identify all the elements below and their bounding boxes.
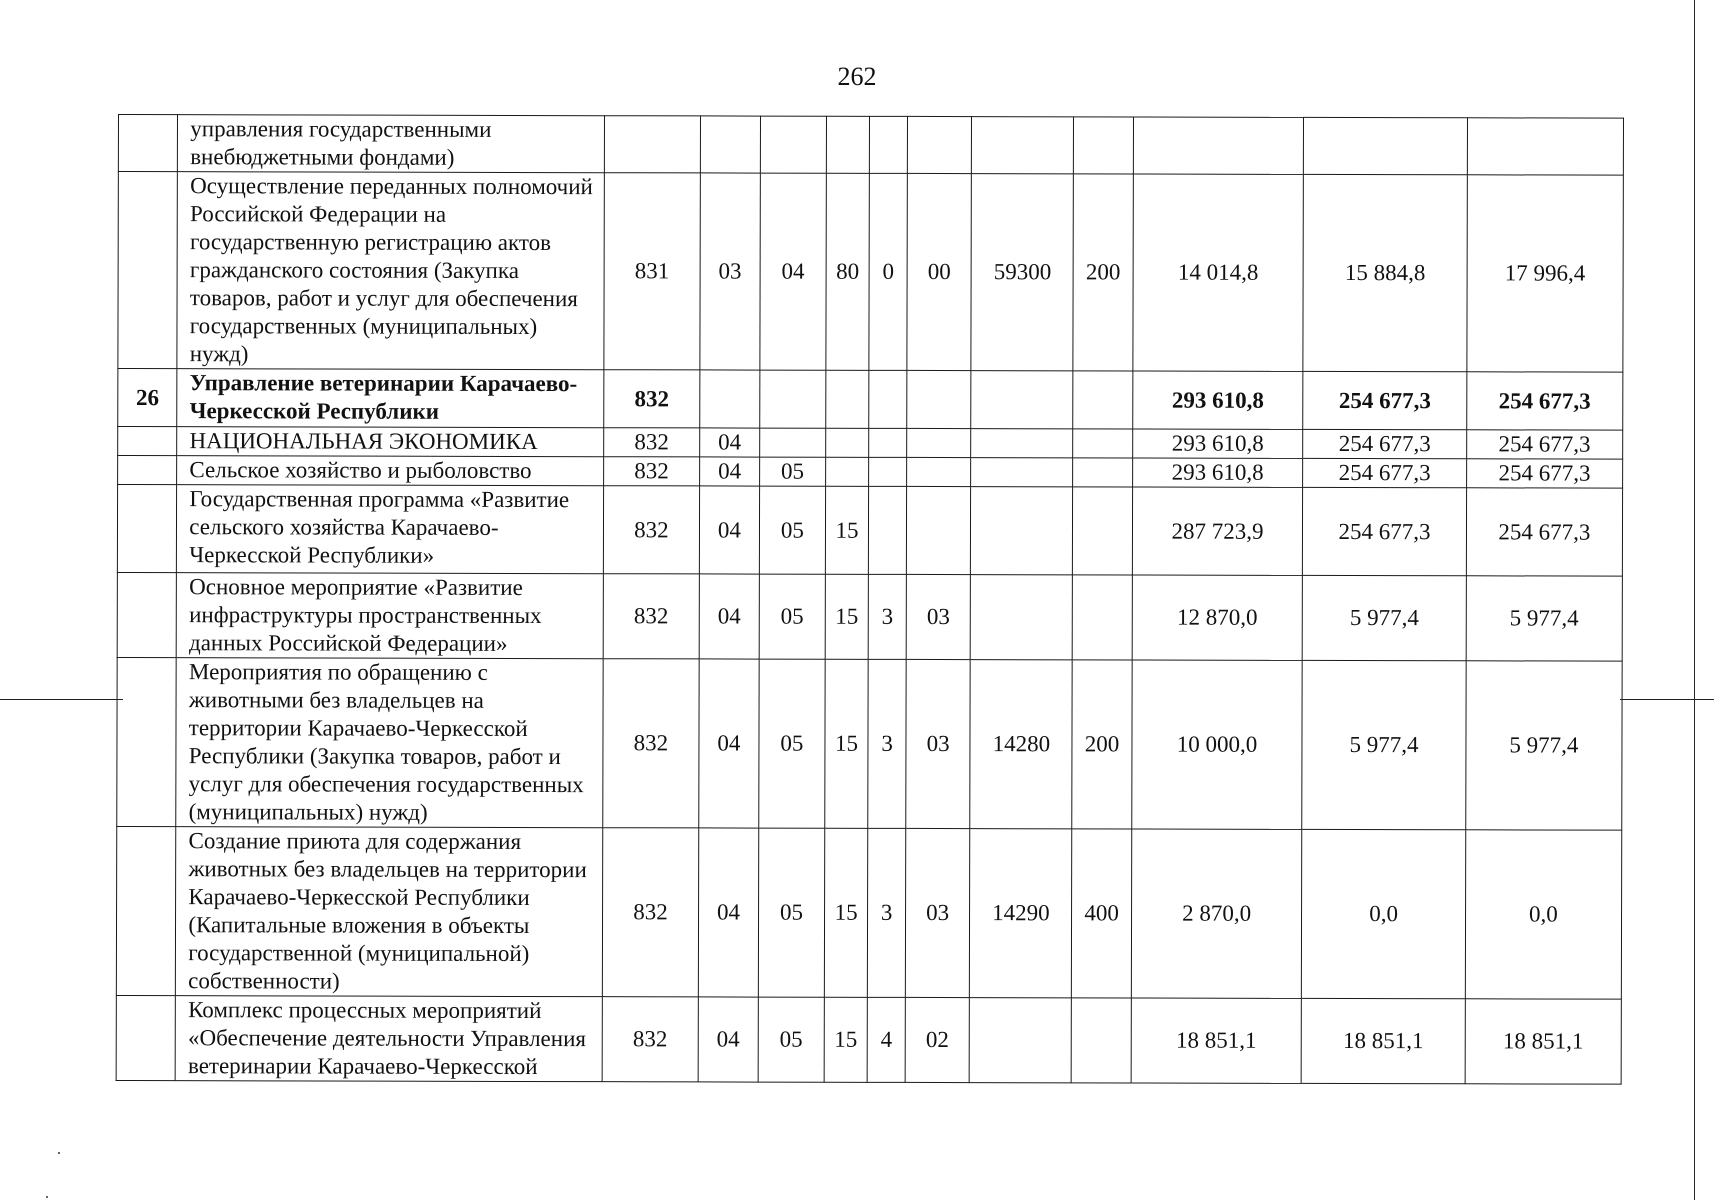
amount-year3-cell: 254 677,3 xyxy=(1466,488,1622,576)
row-number-cell xyxy=(118,172,178,369)
amount-year3-cell: 0,0 xyxy=(1465,830,1622,999)
admin-code-cell: 832 xyxy=(602,997,698,1082)
admin-code-cell: 832 xyxy=(604,457,700,486)
amount-year1-cell: 12 870,0 xyxy=(1132,575,1303,660)
row-number-cell: 26 xyxy=(118,369,177,427)
amount-year2-cell: 18 851,1 xyxy=(1302,998,1466,1083)
section-code-cell: 04 xyxy=(699,486,760,574)
amount-year2-cell: 5 977,4 xyxy=(1302,660,1466,829)
amount-year2-cell: 254 677,3 xyxy=(1303,487,1467,575)
scan-artifact-line xyxy=(0,699,123,700)
expense-type-cell xyxy=(1073,575,1133,660)
admin-code-cell xyxy=(604,116,700,173)
program-code-cell xyxy=(825,428,869,457)
amount-year2-cell xyxy=(1304,117,1468,174)
subsection-code-cell xyxy=(760,370,826,428)
amount-year3-cell: 254 677,3 xyxy=(1466,372,1622,430)
direction-code-cell: 14290 xyxy=(970,829,1072,998)
amount-year1-cell: 18 851,1 xyxy=(1131,998,1302,1083)
item-name-cell: НАЦИОНАЛЬНАЯ ЭКОНОМИКА xyxy=(177,427,604,457)
admin-code-cell: 832 xyxy=(603,659,699,828)
expense-type-cell xyxy=(1074,117,1133,174)
direction-code-cell xyxy=(971,575,1073,660)
subprogram-code-cell xyxy=(869,457,907,486)
item-name-cell: Осуществление переданных полномочий Российской Федерации на государственную регистрацию актов гражданского состояния (Закупка товаров, работ и услуг для обеспечения государственных (муниципальных) нужд) xyxy=(177,172,604,370)
item-name-cell: Сельское хозяйство и рыболовство xyxy=(177,456,604,486)
measure-code-cell: 00 xyxy=(907,173,972,370)
subsection-code-cell: 05 xyxy=(759,574,825,659)
measure-code-cell: 02 xyxy=(905,997,970,1082)
table-row xyxy=(118,115,1623,176)
row-number-cell xyxy=(118,115,177,172)
measure-code-cell: 03 xyxy=(906,659,971,828)
program-code-cell: 15 xyxy=(824,659,868,828)
amount-year1-cell: 293 610,8 xyxy=(1132,371,1303,429)
program-code-cell: 15 xyxy=(824,828,868,997)
amount-year2-cell: 254 677,3 xyxy=(1303,429,1466,458)
subsection-code-cell: 05 xyxy=(758,828,824,997)
admin-code-cell: 832 xyxy=(604,370,700,428)
subprogram-code-cell xyxy=(869,486,907,574)
admin-code-cell: 832 xyxy=(604,428,700,457)
section-code-cell xyxy=(700,370,761,428)
item-name-cell: Основное мероприятие «Развитие инфраструктуры пространственных данных Российской Федерации» xyxy=(176,573,603,659)
amount-year2-cell: 254 677,3 xyxy=(1303,371,1467,429)
table-row xyxy=(118,172,1623,373)
subprogram-code-cell: 3 xyxy=(869,574,907,659)
amount-year1-cell: 14 014,8 xyxy=(1133,174,1304,371)
expense-type-cell: 200 xyxy=(1072,660,1132,829)
amount-year2-cell: 5 977,4 xyxy=(1303,575,1467,660)
row-number-cell xyxy=(118,427,177,456)
amount-year2-cell: 0,0 xyxy=(1302,829,1466,998)
subprogram-code-cell: 3 xyxy=(868,659,906,828)
program-code-cell xyxy=(825,370,869,428)
budget-table xyxy=(116,114,1624,1085)
subprogram-code-cell: 3 xyxy=(868,828,906,997)
section-code-cell: 04 xyxy=(698,997,759,1082)
table-row xyxy=(116,995,1621,1084)
expense-type-cell: 200 xyxy=(1073,174,1133,371)
measure-code-cell xyxy=(907,116,972,173)
expense-type-cell xyxy=(1072,998,1132,1083)
amount-year1-cell xyxy=(1133,117,1304,174)
table-row xyxy=(118,456,1623,489)
direction-code-cell: 14280 xyxy=(970,660,1072,829)
amount-year3-cell: 17 996,4 xyxy=(1467,175,1624,372)
item-name-cell: Создание приюта для содержания животных без владельцев на территории Карачаево-Черкесской Республики (Капитальные вложения в объекты государственной (муниципальной) собственности) xyxy=(176,827,603,997)
admin-code-cell: 832 xyxy=(602,828,698,997)
measure-code-cell xyxy=(906,486,971,574)
expense-type-cell xyxy=(1073,429,1132,458)
direction-code-cell xyxy=(972,117,1074,174)
program-code-cell: 15 xyxy=(825,486,869,574)
admin-code-cell: 832 xyxy=(603,574,699,659)
section-code-cell xyxy=(700,116,760,173)
amount-year2-cell: 15 884,8 xyxy=(1303,174,1467,371)
section-code-cell: 04 xyxy=(699,659,760,828)
program-code-cell: 80 xyxy=(826,173,870,370)
amount-year3-cell: 254 677,3 xyxy=(1466,430,1622,459)
item-name-cell: управления государственными внебюджетными фондами) xyxy=(178,115,605,173)
measure-code-cell: 03 xyxy=(905,828,970,997)
item-name-cell: Государственная программа «Развитие сельского хозяйства Карачаево-Черкесской Республики» xyxy=(177,485,604,574)
row-number-cell xyxy=(116,826,176,995)
subsection-code-cell xyxy=(760,116,826,173)
amount-year1-cell: 287 723,9 xyxy=(1132,487,1303,575)
section-code-cell: 04 xyxy=(699,457,759,486)
table-body xyxy=(116,115,1623,1085)
subprogram-code-cell xyxy=(869,428,907,457)
direction-code-cell: 59300 xyxy=(971,174,1073,371)
amount-year3-cell: 254 677,3 xyxy=(1466,459,1622,488)
admin-code-cell: 831 xyxy=(604,173,700,370)
subsection-code-cell: 05 xyxy=(759,659,825,828)
row-number-cell xyxy=(117,657,177,826)
expense-type-cell xyxy=(1073,371,1132,429)
row-number-cell xyxy=(117,572,177,657)
scan-edge-line xyxy=(1694,0,1695,1200)
amount-year1-cell: 2 870,0 xyxy=(1131,829,1302,998)
subprogram-code-cell: 0 xyxy=(869,173,907,370)
direction-code-cell xyxy=(971,371,1073,429)
amount-year3-cell xyxy=(1467,118,1623,175)
amount-year2-cell: 254 677,3 xyxy=(1303,458,1466,487)
subsection-code-cell xyxy=(760,428,826,457)
expense-type-cell xyxy=(1073,458,1132,487)
direction-code-cell xyxy=(970,998,1072,1083)
subsection-code-cell: 05 xyxy=(760,457,826,486)
amount-year3-cell: 5 977,4 xyxy=(1466,661,1623,830)
row-number-cell xyxy=(118,456,177,485)
subprogram-code-cell xyxy=(870,116,908,173)
direction-code-cell xyxy=(971,458,1073,487)
expense-type-cell: 400 xyxy=(1072,829,1132,998)
measure-code-cell xyxy=(906,457,971,486)
program-code-cell xyxy=(825,457,869,486)
measure-code-cell xyxy=(907,370,972,428)
row-number-cell xyxy=(117,485,177,573)
section-code-cell: 03 xyxy=(700,173,761,370)
scan-speck xyxy=(46,1196,48,1198)
subsection-code-cell: 05 xyxy=(760,486,826,574)
scan-artifact-line xyxy=(1620,699,1714,700)
amount-year1-cell: 293 610,8 xyxy=(1132,458,1303,487)
measure-code-cell: 03 xyxy=(906,574,971,659)
subsection-code-cell: 05 xyxy=(758,997,824,1082)
page-number: 262 xyxy=(837,62,877,91)
amount-year3-cell: 5 977,4 xyxy=(1466,576,1622,661)
subprogram-code-cell: 4 xyxy=(868,997,906,1082)
program-code-cell: 15 xyxy=(824,997,868,1082)
subprogram-code-cell xyxy=(869,370,907,428)
table-row xyxy=(117,572,1622,661)
expense-type-cell xyxy=(1073,487,1133,575)
amount-year3-cell: 18 851,1 xyxy=(1465,999,1621,1084)
table-row xyxy=(116,826,1621,999)
table-row xyxy=(118,427,1623,460)
table-row xyxy=(118,369,1623,431)
scan-speck xyxy=(58,1152,60,1154)
program-code-cell: 15 xyxy=(825,574,869,659)
table-row xyxy=(117,485,1622,577)
row-number-cell xyxy=(116,995,176,1080)
item-name-cell: Комплекс процессных мероприятий «Обеспечение деятельности Управления ветеринарии Карачаево-Черкесской xyxy=(175,996,602,1082)
item-name-cell: Управление ветеринарии Карачаево-Черкесской Республики xyxy=(177,369,604,428)
direction-code-cell xyxy=(971,429,1073,458)
section-code-cell: 04 xyxy=(699,574,760,659)
section-code-cell: 04 xyxy=(698,828,759,997)
amount-year1-cell: 10 000,0 xyxy=(1131,660,1302,829)
program-code-cell xyxy=(826,116,870,173)
subsection-code-cell: 04 xyxy=(760,173,826,370)
section-code-cell: 04 xyxy=(699,428,759,457)
direction-code-cell xyxy=(971,487,1073,575)
item-name-cell: Мероприятия по обращению с животными без владельцев на территории Карачаево-Черкесской Республики (Закупка товаров, работ и услуг для обеспечения государственных (муниципальных) нужд) xyxy=(176,658,603,828)
admin-code-cell: 832 xyxy=(603,486,699,574)
amount-year1-cell: 293 610,8 xyxy=(1132,429,1303,458)
table-row xyxy=(117,657,1622,830)
measure-code-cell xyxy=(907,428,972,457)
